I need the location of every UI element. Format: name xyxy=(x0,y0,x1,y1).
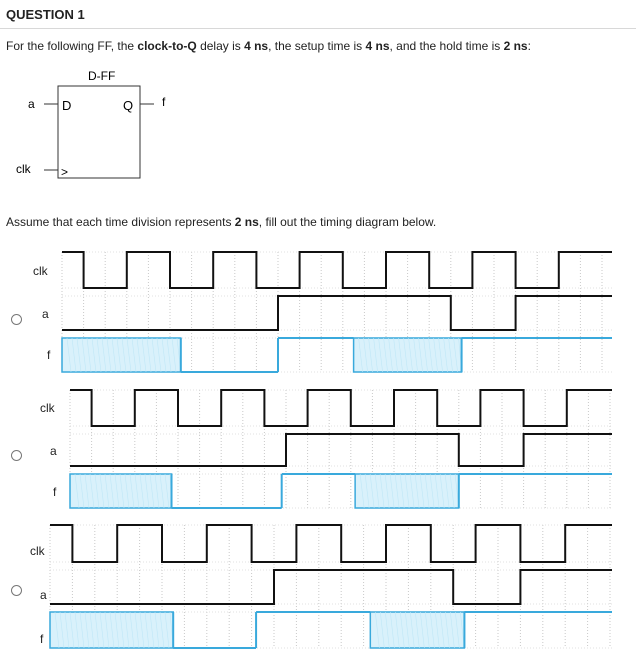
a-signal-label: a xyxy=(42,307,49,321)
prompt-hold-value: 2 ns xyxy=(503,39,528,53)
ff-d-pin: D xyxy=(62,98,72,113)
prompt-lead: For the following FF, the xyxy=(6,39,138,53)
f-waveform xyxy=(70,474,612,508)
clk-waveform xyxy=(50,525,612,562)
prompt-t1: delay is xyxy=(196,39,245,53)
timing-option-1 xyxy=(33,252,612,372)
a-signal-label: a xyxy=(40,588,47,602)
a-signal-label: a xyxy=(50,444,57,458)
f-signal-label: f xyxy=(47,348,51,362)
f-unknown-region xyxy=(62,338,181,372)
ff-name: D-FF xyxy=(88,69,116,83)
f-signal-label: f xyxy=(53,485,57,499)
f-signal-label: f xyxy=(40,632,44,646)
timing-option-3 xyxy=(30,525,612,648)
clk-waveform xyxy=(70,390,612,426)
prompt-clock-to-q: clock-to-Q xyxy=(137,39,197,53)
f-waveform xyxy=(62,338,612,372)
prompt-t2: , the setup time is xyxy=(268,39,366,53)
a-waveform xyxy=(50,570,612,604)
prompt-clock-to-q-value: 4 ns xyxy=(244,39,269,53)
f-waveform xyxy=(50,612,612,648)
prompt-setup-value: 4 ns xyxy=(365,39,390,53)
ff-q-pin: Q xyxy=(123,98,134,113)
timing-option-2 xyxy=(40,390,612,508)
ff-input-a: a xyxy=(28,97,35,111)
clk-waveform xyxy=(62,252,612,288)
ff-output-f: f xyxy=(162,95,166,109)
clk-signal-label: clk xyxy=(40,401,55,415)
a-waveform xyxy=(62,296,612,330)
prompt-t4: : xyxy=(527,39,531,53)
instruction-tail: , fill out the timing diagram below. xyxy=(258,215,437,229)
ff-clk-pin: > xyxy=(61,165,69,179)
clk-signal-label: clk xyxy=(30,544,45,558)
clk-signal-label: clk xyxy=(33,264,48,278)
prompt-t3: , and the hold time is xyxy=(389,39,504,53)
ff-input-clk: clk xyxy=(16,162,31,176)
instruction-division: 2 ns xyxy=(234,215,259,229)
instruction-lead: Assume that each time division represents xyxy=(6,215,235,229)
question-title: QUESTION 1 xyxy=(6,7,85,22)
a-waveform xyxy=(70,434,612,466)
